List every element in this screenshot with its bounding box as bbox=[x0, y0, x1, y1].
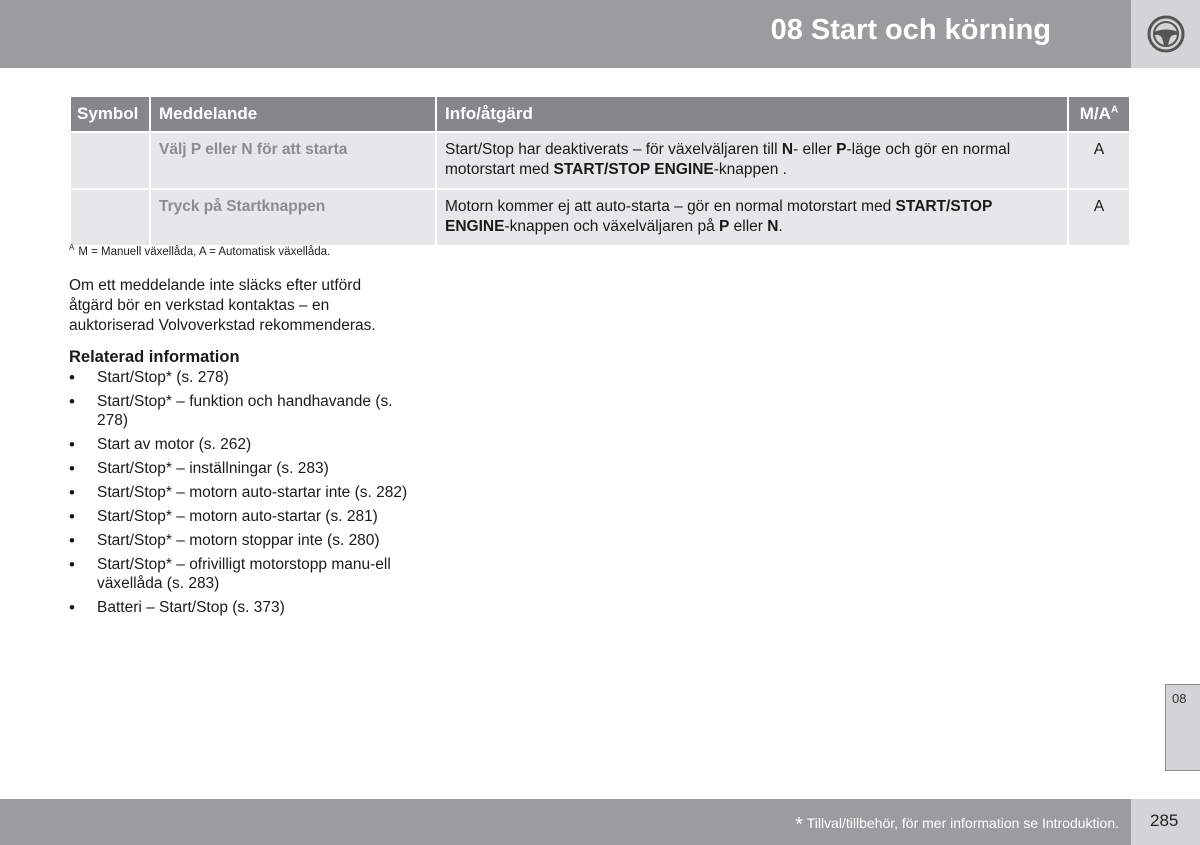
page-number-box bbox=[1131, 799, 1200, 845]
col-symbol: Symbol bbox=[71, 97, 149, 131]
info-text-segment: N bbox=[767, 218, 779, 235]
page-number: 285 bbox=[1150, 811, 1179, 830]
chapter-tab[interactable] bbox=[1165, 684, 1200, 771]
related-heading: Relaterad information bbox=[69, 348, 240, 366]
ma-cell: A bbox=[1069, 188, 1129, 245]
related-link[interactable]: • Start av motor (s. 262) bbox=[69, 435, 409, 454]
related-list bbox=[69, 368, 409, 622]
symbol-cell bbox=[71, 131, 149, 188]
related-link[interactable]: • Start/Stop* – motorn auto-startar (s. 281) bbox=[69, 507, 409, 526]
col-ma: $M/A^A$ bbox=[1069, 97, 1129, 131]
info-text-segment: START/STOP ENGINE bbox=[553, 161, 714, 178]
ma-cell: A bbox=[1069, 131, 1129, 188]
info-text-segment: eller bbox=[729, 218, 768, 235]
message-cell: Välj P eller N för att starta bbox=[151, 131, 435, 188]
chapter-title: 08 Start och körning bbox=[770, 14, 1051, 46]
body-paragraph: Om ett meddelande inte släcks efter utförd åtgärd bör en verkstad kontaktas – en auktoriserad Volvoverkstad rekommenderas. bbox=[69, 277, 376, 334]
footer-note-text: Tillval/tillbehör, för mer information se Introduktion. bbox=[806, 815, 1119, 831]
related-link[interactable]: • Start/Stop* – ofrivilligt motorstopp manu-ell växellåda (s. 283) bbox=[69, 555, 409, 593]
asterisk: * bbox=[795, 814, 804, 836]
info-text-segment: START/STOP ENGINE bbox=[445, 198, 993, 235]
related-link[interactable]: • Start/Stop* (s. 278) bbox=[69, 368, 409, 387]
message-table bbox=[69, 97, 1131, 245]
col-message: Meddelande bbox=[151, 97, 435, 131]
info-text-segment: - eller bbox=[793, 141, 837, 158]
table-row bbox=[71, 131, 1129, 188]
info-text-segment: -knappen . bbox=[713, 161, 787, 178]
header-band bbox=[0, 0, 1131, 68]
info-text-segment: Start/Stop har deaktiverats – för växelväljaren till bbox=[445, 141, 782, 158]
related-link[interactable]: • Batteri – Start/Stop (s. 373) bbox=[69, 598, 409, 617]
steering-wheel-icon bbox=[1146, 14, 1186, 54]
info-text-segment: N bbox=[781, 141, 794, 158]
table-footnote bbox=[69, 243, 330, 258]
footer-band bbox=[0, 799, 1131, 845]
info-cell bbox=[437, 188, 1067, 245]
footer-note bbox=[795, 814, 1119, 837]
symbol-cell bbox=[71, 188, 149, 245]
header-icon-box bbox=[1131, 0, 1200, 68]
related-link[interactable]: • Start/Stop* – inställningar (s. 283) bbox=[69, 459, 409, 478]
info-text-segment: P bbox=[719, 218, 730, 235]
related-link[interactable]: • Start/Stop* – funktion och handhavande (s. 278) bbox=[69, 392, 409, 430]
info-text-segment: -knappen och växelväljaren på bbox=[504, 218, 719, 235]
table-row bbox=[71, 188, 1129, 245]
info-text-segment: P bbox=[836, 141, 847, 158]
related-link[interactable]: • Start/Stop* – motorn stoppar inte (s. 280) bbox=[69, 531, 409, 550]
info-text-segment: . bbox=[778, 218, 783, 235]
footnote-marker: A bbox=[69, 243, 75, 252]
info-text-segment: Motorn kommer ej att auto-starta – gör en normal motorstart med bbox=[445, 198, 896, 215]
related-link[interactable]: • Start/Stop* – motorn auto-startar inte (s. 282) bbox=[69, 483, 409, 502]
footnote-text: M = Manuell växellåda, A = Automatisk växellåda. bbox=[78, 245, 331, 258]
message-cell: Tryck på Startknappen bbox=[151, 188, 435, 245]
info-text-segment: -läge och gör en normal motorstart med bbox=[445, 141, 1011, 178]
info-cell bbox=[437, 131, 1067, 188]
table-header-row bbox=[71, 97, 1129, 131]
col-info: Info/åtgärd bbox=[437, 97, 1067, 131]
chapter-tab-label: 08 bbox=[1172, 691, 1187, 706]
